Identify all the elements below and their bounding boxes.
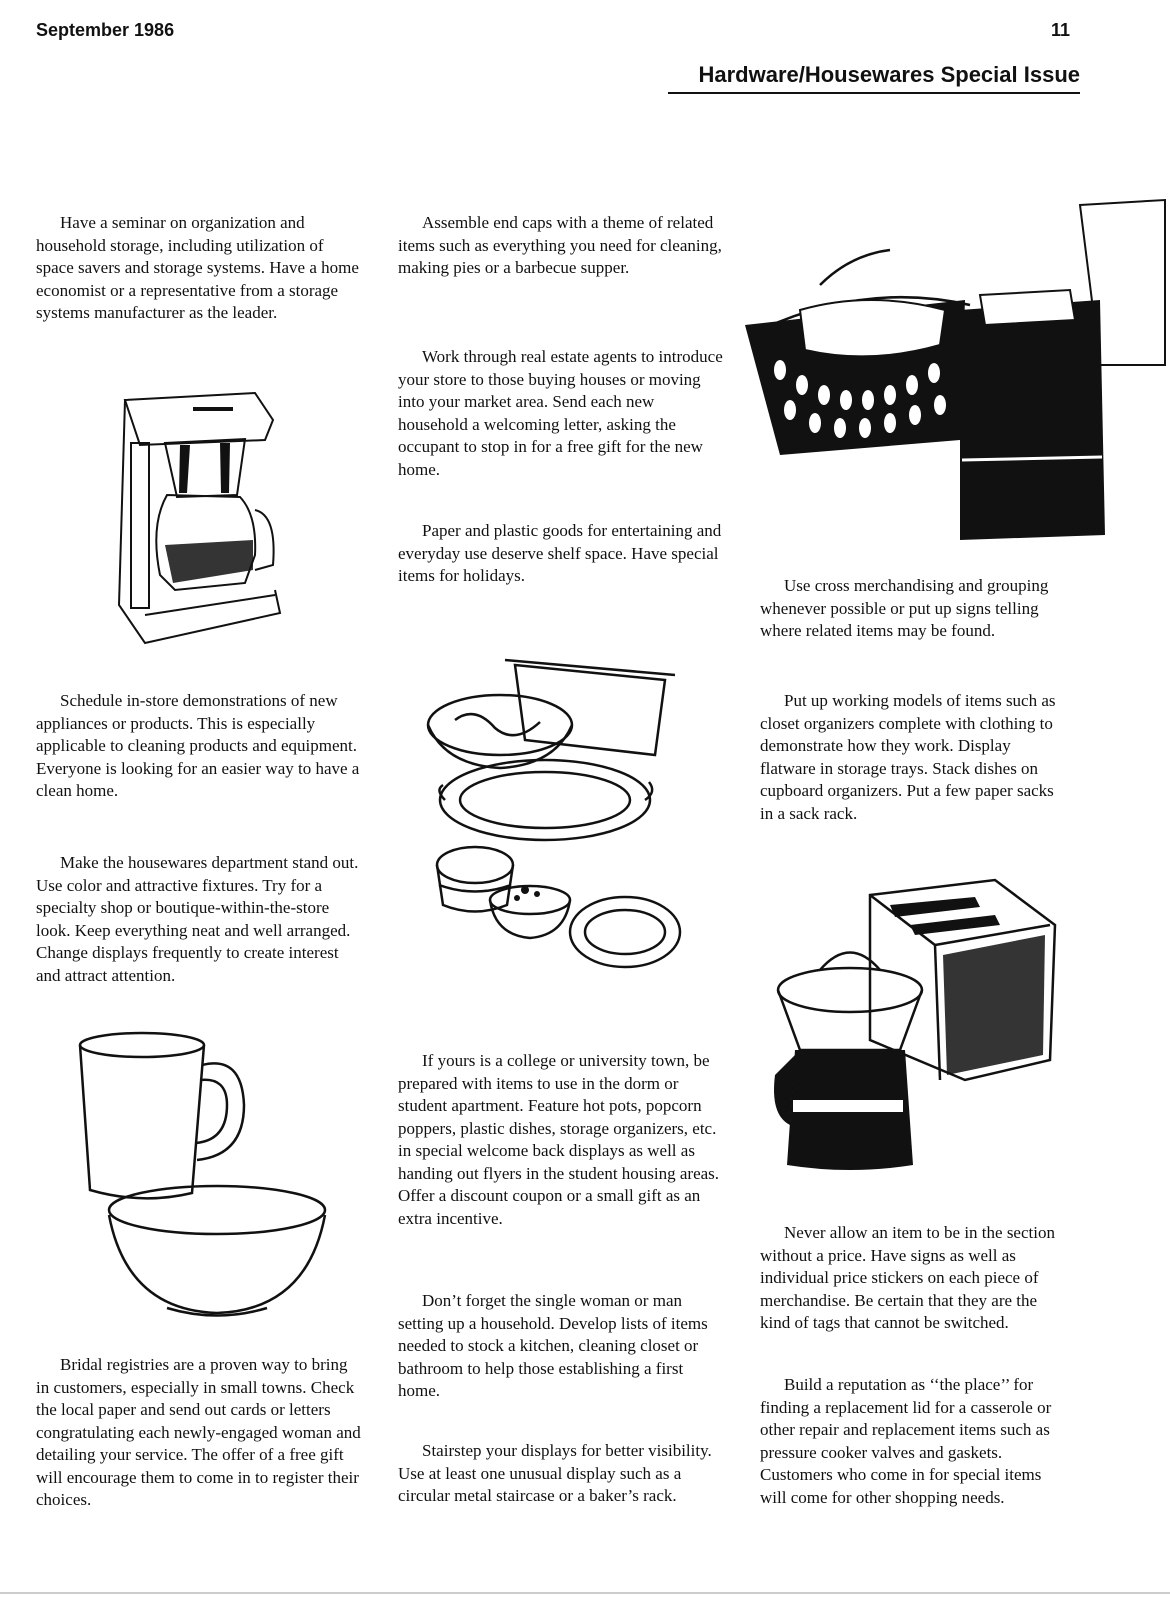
juicer-and-toaster-illustration xyxy=(765,875,1065,1180)
paragraph-cross-merchandising: Use cross merchandising and grouping whenever possible or put up signs telling where related items may be found. xyxy=(760,576,1049,640)
paragraph-bridal: Bridal registries are a proven way to bring in customers, especially in small towns. Check the local paper and send out cards or letters congratulating each newly-engaged woman and detailing your service. The offer of a free gift will encourage them to come in to register their choices. xyxy=(36,1355,361,1509)
paragraph-end-caps: Assemble end caps with a theme of related items such as everything you need for cleaning, making pies or a barbecue supper. xyxy=(398,213,722,277)
paragraph-reputation: Build a reputation as ‘‘the place’’ for finding a replacement lid for a casserole or other repair and replacement items such as pressure cooker valves and gaskets. Customers who come in for special items will come for other shopping needs. xyxy=(760,1375,1052,1507)
paragraph-price: Never allow an item to be in the section without a price. Have signs as well as individual price stickers on each piece of merchandise. Be certain that they are the kind of tags that cannot be switched. xyxy=(760,1223,1055,1332)
laundry-basket-and-wastebasket-illustration xyxy=(740,195,1168,555)
paragraph-college: If yours is a college or university town, be prepared with items to use in the dorm or student apartment. Feature hot pots, popcorn poppers, plastic dishes, storage organizers, etc. in special welcome back displays as well as handing out flyers in the student housing areas. Offer a discount coupon or a small gift as an extra incentive. xyxy=(398,1051,720,1228)
page-number: 11 xyxy=(1050,20,1070,40)
paragraph-paper-plastic: Paper and plastic goods for entertaining and everyday use deserve shelf space. Have special items for holidays. xyxy=(398,521,722,585)
paragraph-single: Don’t forget the single woman or man setting up a household. Develop lists of items needed to stock a kitchen, cleaning closet or bathroom to help those establishing a first home. xyxy=(398,1291,708,1400)
mug-and-bowl-illustration xyxy=(72,1025,337,1325)
section-title: Hardware/Housewares Special Issue xyxy=(668,62,1080,94)
paragraph-working-models: Put up working models of items such as closet organizers complete with clothing to demonstrate how they work. Display flatware in storage trays. Stack dishes on cupboard organizers. Put a few paper sacks in a sack rack. xyxy=(760,691,1056,823)
paragraph-demonstrations: Schedule in-store demonstrations of new appliances or products. This is especially applicable to cleaning products and equipment. Everyone is looking for an easier way to have a clean home. xyxy=(36,691,360,800)
page-bottom-rule xyxy=(0,1592,1170,1594)
paragraph-stairstep: Stairstep your displays for better visibility. Use at least one unusual display such as a circular metal staircase or a baker’s rack. xyxy=(398,1441,712,1505)
paragraph-real-estate: Work through real estate agents to introduce your store to those buying houses or moving into your market area. Send each new household a welcoming letter, asking the occupant to stop in for a free gift for the new home. xyxy=(398,347,723,479)
glass-bakeware-illustration xyxy=(425,650,695,995)
paragraph-stand-out: Make the housewares department stand out. Use color and attractive fixtures. Try for a specialty shop or boutique-within-the-store look. Keep everything neat and well arranged. Change displays frequently to create interest and attract attention. xyxy=(36,853,359,985)
page-date: September 1986 xyxy=(36,20,175,40)
paragraph-seminar: Have a seminar on organization and household storage, including utilization of space savers and storage systems. Have a home economist or a representative from a storage systems manufacturer as the leader. xyxy=(36,213,359,322)
coffee-maker-illustration xyxy=(105,385,285,650)
